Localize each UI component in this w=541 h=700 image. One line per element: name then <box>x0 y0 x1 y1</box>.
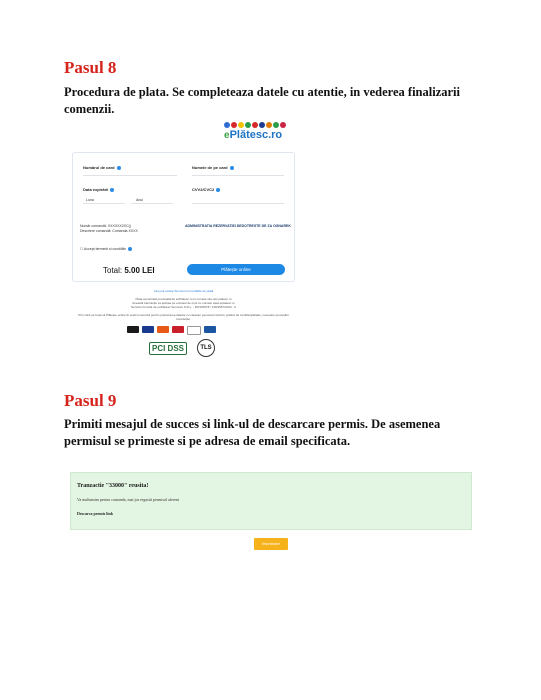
mastercard-icon <box>172 326 184 333</box>
flag-icon[interactable] <box>266 122 272 128</box>
order-description: Descriere comandă: Comanda XXXX <box>80 229 138 233</box>
info-icon <box>110 188 114 192</box>
month-select[interactable]: Luna <box>86 198 94 202</box>
flag-icon[interactable] <box>231 122 237 128</box>
terms-checkbox[interactable]: ☐ Accept termenii si conditiile <box>80 247 132 251</box>
cvv-input[interactable] <box>192 203 284 204</box>
maestro-icon <box>204 326 216 333</box>
step9-title: Pasul 9 <box>64 391 117 410</box>
info-icon <box>216 188 220 192</box>
payment-card <box>72 152 295 282</box>
footer-line-1: Plata securizată procesată de euPlatesc.ro în numele site-ului platesc.ro <box>135 297 232 301</box>
flag-icon[interactable] <box>245 122 251 128</box>
card-logo-icon <box>127 326 139 333</box>
tls-icon: TLS <box>197 339 215 357</box>
flag-icon[interactable] <box>238 122 244 128</box>
security-badges <box>149 339 215 357</box>
year-underline <box>131 203 173 204</box>
success-title: Tranzactie "33000" reusita! <box>77 483 149 489</box>
flag-icon[interactable] <box>224 122 230 128</box>
total: Total: 5.00 LEI <box>103 266 155 275</box>
card-number-label: Numărul de card <box>83 165 121 170</box>
success-message <box>70 472 472 530</box>
expiry-label: Data expirării <box>83 187 114 192</box>
step8-title: Pasul 8 <box>64 58 117 77</box>
mastercard-icon <box>157 326 169 333</box>
flag-icon[interactable] <box>280 122 286 128</box>
terms-link[interactable]: Aici poți vedea Termenii și Condițiile de plată <box>153 289 214 293</box>
logo-text: ePlătesc.ro <box>224 129 283 141</box>
legal-text: Prin click pe butonul Plătește online îți exprimi acordul pentru prelucrarea datelor cu caracter personal conform politicii de confidențialitate, necesare procesării tranzacției. <box>78 313 289 321</box>
year-select[interactable]: Anul <box>136 198 144 202</box>
flag-icon[interactable] <box>259 122 265 128</box>
print-button[interactable]: Imprimare <box>254 538 288 550</box>
month-underline <box>83 203 125 204</box>
info-icon <box>117 166 121 170</box>
flag-icon[interactable] <box>273 122 279 128</box>
visa-icon <box>142 326 154 333</box>
language-flags[interactable] <box>224 122 294 128</box>
info-icon <box>230 166 234 170</box>
pay-online-button[interactable]: Plătește online <box>187 264 285 275</box>
order-number: Număr comandă: XXXXXX2XC() <box>80 224 131 228</box>
footer-line-3: Serviciu furnizat de euPlatesc Services S.R.L. - RO345678 / J40/4567/2020 - 6 <box>131 305 236 309</box>
info-icon <box>128 247 132 251</box>
flag-icon[interactable] <box>252 122 258 128</box>
pci-dss-icon: PCI DSS <box>149 342 187 355</box>
download-permit-link[interactable]: Descarca permis link <box>77 511 113 516</box>
card-logos <box>127 326 216 335</box>
admin-note: ADMINISTRATIA REZERVATIEI DEDOTRESTE DE ZA OGNAREK <box>185 224 291 228</box>
card-logo-icon <box>187 326 201 335</box>
epplatesc-logo <box>224 122 294 148</box>
footer-line-2: Această tranzacție va apărea pe extrasul de cont cu numele www.eplatesc.ro <box>132 301 235 305</box>
cvv-label: CVV2/CVC2 <box>192 187 220 192</box>
card-name-label: Numele de pe card <box>192 165 234 170</box>
card-name-input[interactable] <box>192 175 284 176</box>
step8-text: Procedura de plata. Se completeaza datele cu atentie, in vederea finalizarii comenzii. <box>64 85 460 116</box>
card-number-input[interactable] <box>83 175 177 176</box>
step9-text: Primiti mesajul de succes si link-ul de descarcare permis. De asemenea permisul se primeste si pe adresa de email specificata. <box>64 417 441 448</box>
success-text: Va multumim pentru comanda, mai jos regasiti permisul aferent <box>77 497 180 502</box>
